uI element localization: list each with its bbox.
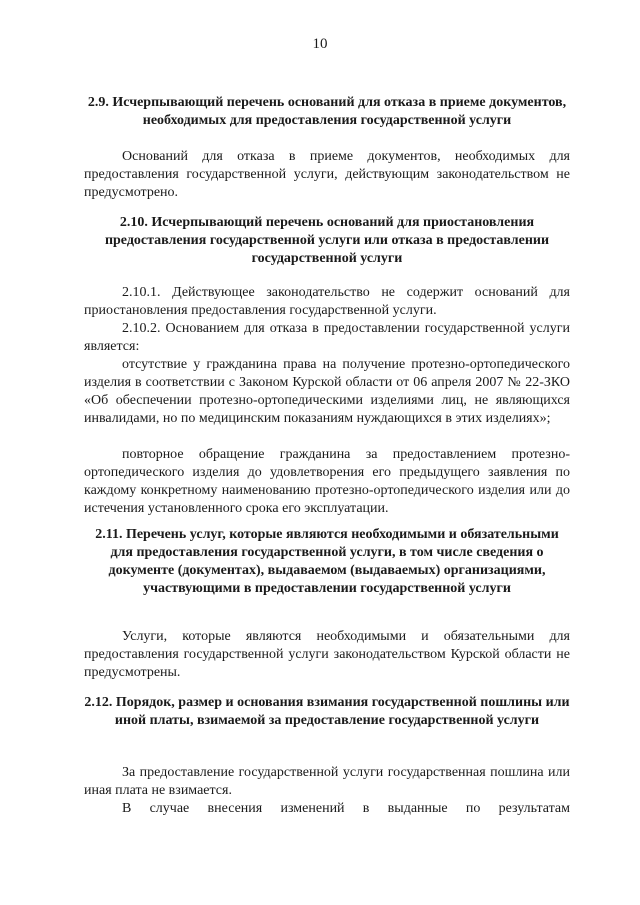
section-2-10-2-paragraph: 2.10.2. Основанием для отказа в предоставлении государственной услуги является: [84, 321, 570, 354]
page-number: 10 [312, 36, 328, 52]
section-2-10-heading: 2.10. Исчерпывающий перечень оснований для приостановления предоставления государственной услуги или отказа в предоставлении государственной услуги [104, 215, 550, 266]
section-2-9-heading: 2.9. Исчерпывающий перечень оснований для отказа в приеме документов, необходимых для предоставления государственной услуги [87, 95, 567, 128]
section-2-12-paragraph-2: В случае внесения изменений в выданные по результатам [122, 801, 570, 816]
section-2-9-paragraph: Оснований для отказа в приеме документов, необходимых для предоставления государственной услуги, действующим законодательством не предусмотрено. [84, 149, 570, 200]
section-2-12-paragraph-1: За предоставление государственной услуги государственная пошлина или иная плата не взимается. [84, 765, 570, 798]
section-2-10-1-paragraph: 2.10.1. Действующее законодательство не содержит оснований для приостановления предоставления государственной услуги. [84, 285, 570, 318]
section-2-11-paragraph: Услуги, которые являются необходимыми и обязательными для предоставления государственной услуги законодательством Курской области не предусмотрены. [84, 629, 570, 680]
section-2-12-heading: 2.12. Порядок, размер и основания взимания государственной пошлины или иной платы, взимаемой за предоставление государственной услуги [84, 695, 570, 728]
refusal-ground-1: отсутствие у гражданина права на получение протезно-ортопедического изделия в соответствии с Законом Курской области от 06 апреля 2007 № 22-ЗКО «Об обеспечении протезно-ортопедическими изделиями лиц, не являющихся инвалидами, но по медицинским показаниям нуждающихся в этих изделиях»; [84, 357, 570, 426]
refusal-ground-2: повторное обращение гражданина за предоставлением протезно-ортопедического изделия до удовлетворения его предыдущего заявления по каждому конкретному наименованию протезно-ортопедического изделия или до истечения установленного срока его эксплуатации. [84, 447, 570, 516]
section-2-11-heading: 2.11. Перечень услуг, которые являются необходимыми и обязательными для предоставления государственной услуги, в том числе сведения о документе (документах), выдаваемом (выдаваемых) организациями, участвующими в предоставлении государственной услуги [95, 527, 559, 596]
